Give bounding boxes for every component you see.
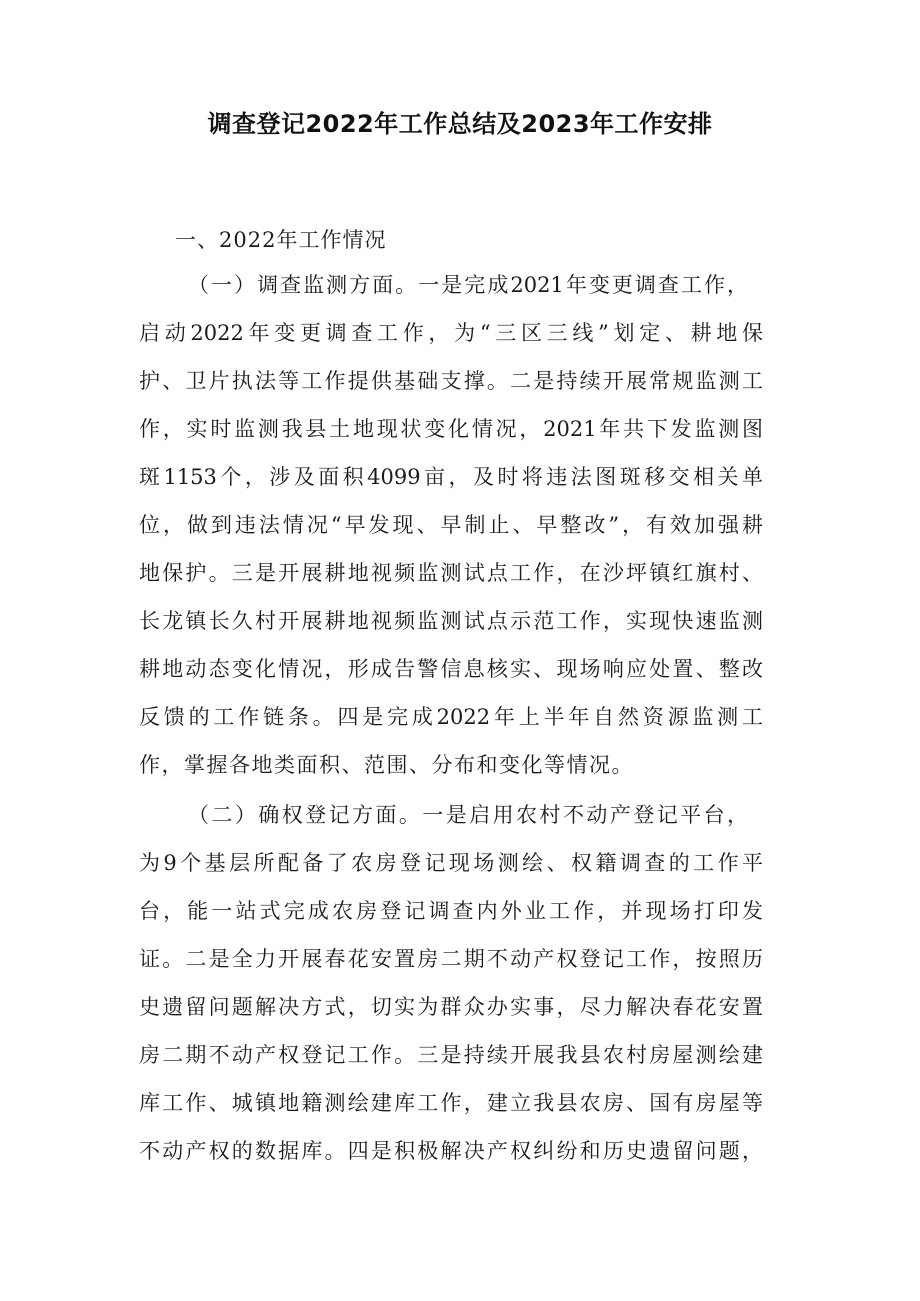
paragraph-2-line: 史遗留问题解决方式，切实为群众办实事，尽力解决春花安置 bbox=[139, 995, 763, 1019]
section-heading: 一、2022年工作情况 bbox=[175, 228, 387, 252]
paragraph-2-line: （二）确权登记方面。一是启用农村不动产登记平台， bbox=[188, 803, 748, 827]
paragraph-1-line: 作，掌握各地类面积、范围、分布和变化等情况。 bbox=[139, 753, 634, 777]
paragraph-2-line: 库工作、城镇地籍测绘建库工作，建立我县农房、国有房屋等 bbox=[139, 1091, 763, 1115]
paragraph-1-line: 耕地动态变化情况，形成告警信息核实、现场响应处置、整改 bbox=[139, 657, 763, 681]
paragraph-2-line: 为9个基层所配备了农房登记现场测绘、权籍调查的工作平 bbox=[139, 851, 763, 875]
paragraph-1-line: （一）调查监测方面。一是完成2021年变更调查工作， bbox=[188, 273, 748, 297]
paragraph-1-line: 作，实时监测我县土地现状变化情况，2021年共下发监测图 bbox=[139, 417, 763, 441]
paragraph-1-line: 护、卫片执法等工作提供基础支撑。二是持续开展常规监测工 bbox=[139, 369, 763, 393]
paragraph-1-line: 反馈的工作链条。四是完成2022年上半年自然资源监测工 bbox=[139, 705, 763, 729]
document-title: 调查登记2022年工作总结及2023年工作安排 bbox=[207, 110, 713, 138]
paragraph-1-line: 启动2022年变更调查工作，为“三区三线”划定、耕地保 bbox=[139, 321, 763, 345]
paragraph-1-line: 位，做到违法情况“早发现、早制止、早整改”，有效加强耕 bbox=[139, 513, 763, 537]
paragraph-1-line: 地保护。三是开展耕地视频监测试点工作，在沙坪镇红旗村、 bbox=[139, 561, 763, 585]
paragraph-2-line: 台，能一站式完成农房登记调查内外业工作，并现场打印发 bbox=[139, 899, 763, 923]
paragraph-2-line: 房二期不动产权登记工作。三是持续开展我县农村房屋测绘建 bbox=[139, 1043, 763, 1067]
paragraph-2-line: 不动产权的数据库。四是积极解决产权纠纷和历史遗留问题， bbox=[139, 1139, 763, 1163]
paragraph-2-line: 证。二是全力开展春花安置房二期不动产权登记工作，按照历 bbox=[139, 947, 763, 971]
paragraph-1-line: 长龙镇长久村开展耕地视频监测试点示范工作，实现快速监测 bbox=[139, 609, 763, 633]
paragraph-1-line: 斑1153个，涉及面积4099亩，及时将违法图斑移交相关单 bbox=[139, 465, 763, 489]
